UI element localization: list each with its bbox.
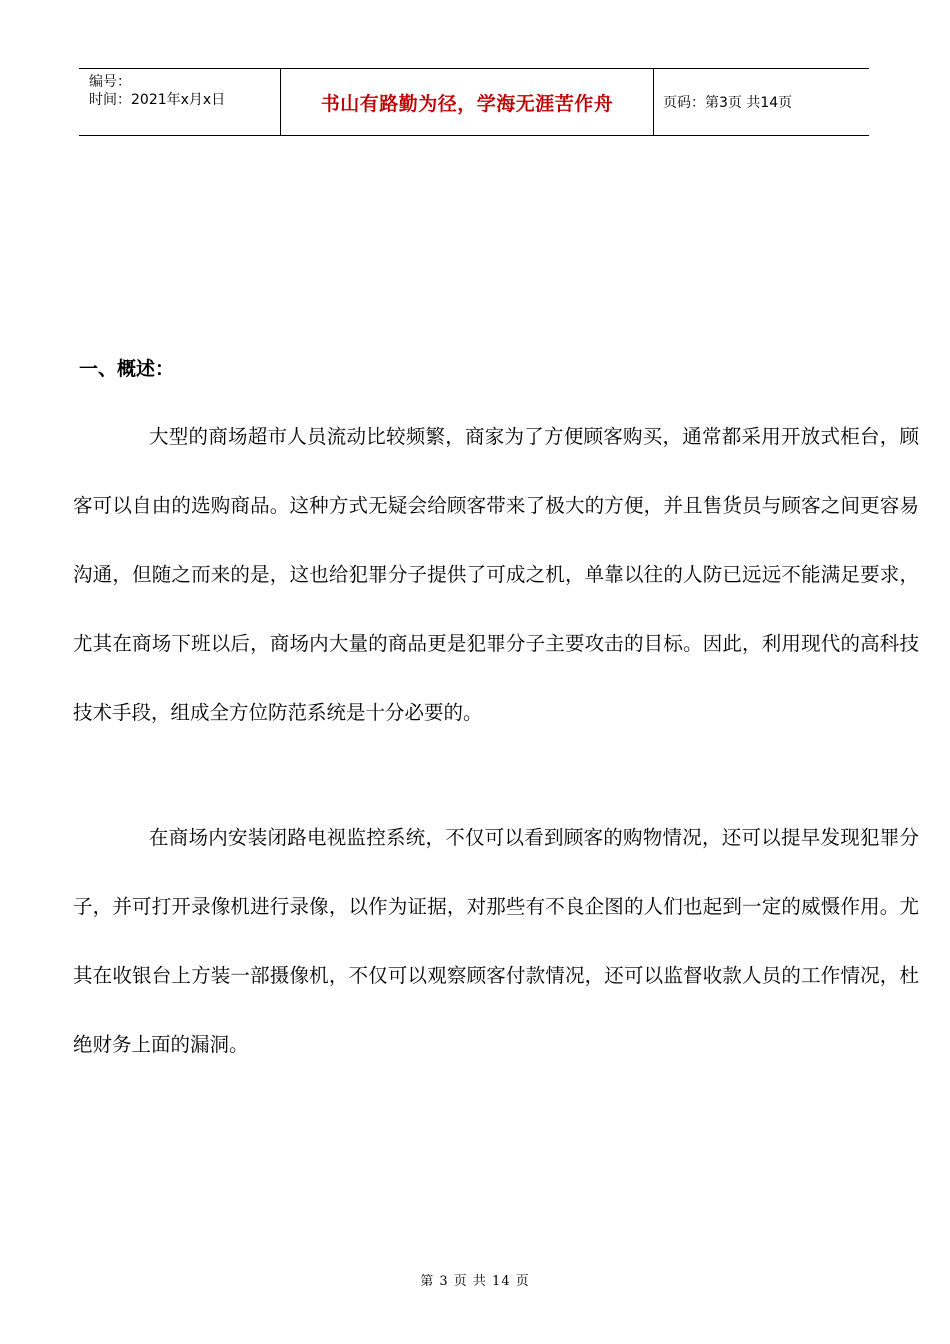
header-meta-cell: [79, 69, 280, 135]
header-motto: 书山有路勤为径，学海无涯苦作舟: [280, 69, 654, 135]
header-page-info: 页码：第3页 共14页: [663, 95, 793, 111]
page-header: [79, 68, 869, 136]
paragraph-overview-1: 大型的商场超市人员流动比较频繁，商家为了方便顾客购买，通常都采用开放式柜台，顾客可以自由的选购商品。这种方式无疑会给顾客带来了极大的方便，并且售货员与顾客之间更容易沟通，但随之而来的是，这也给犯罪分子提供了可成之机，单靠以往的人防已远远不能满足要求，尤其在商场下班以后，商场内大量的商品更是犯罪分子主要攻击的目标。因此，利用现代的高科技技术手段，组成全方位防范系统是十分必要的。: [73, 425, 919, 724]
date-line: 时间：2021年x月x日: [89, 92, 226, 108]
serial-number-label: 编号：: [89, 74, 131, 90]
page-footer: 第 3 页 共 14 页: [420, 1274, 530, 1289]
section-title: 一、概述：: [79, 358, 175, 380]
paragraph-overview-2: 在商场内安装闭路电视监控系统，不仅可以看到顾客的购物情况，还可以提早发现犯罪分子，并可打开录像机进行录像，以作为证据，对那些有不良企图的人们也起到一定的威慑作用。尤其在收银台上方装一部摄像机，不仅可以观察顾客付款情况，还可以监督收款人员的工作情况，杜绝财务上面的漏洞。: [73, 826, 919, 1056]
